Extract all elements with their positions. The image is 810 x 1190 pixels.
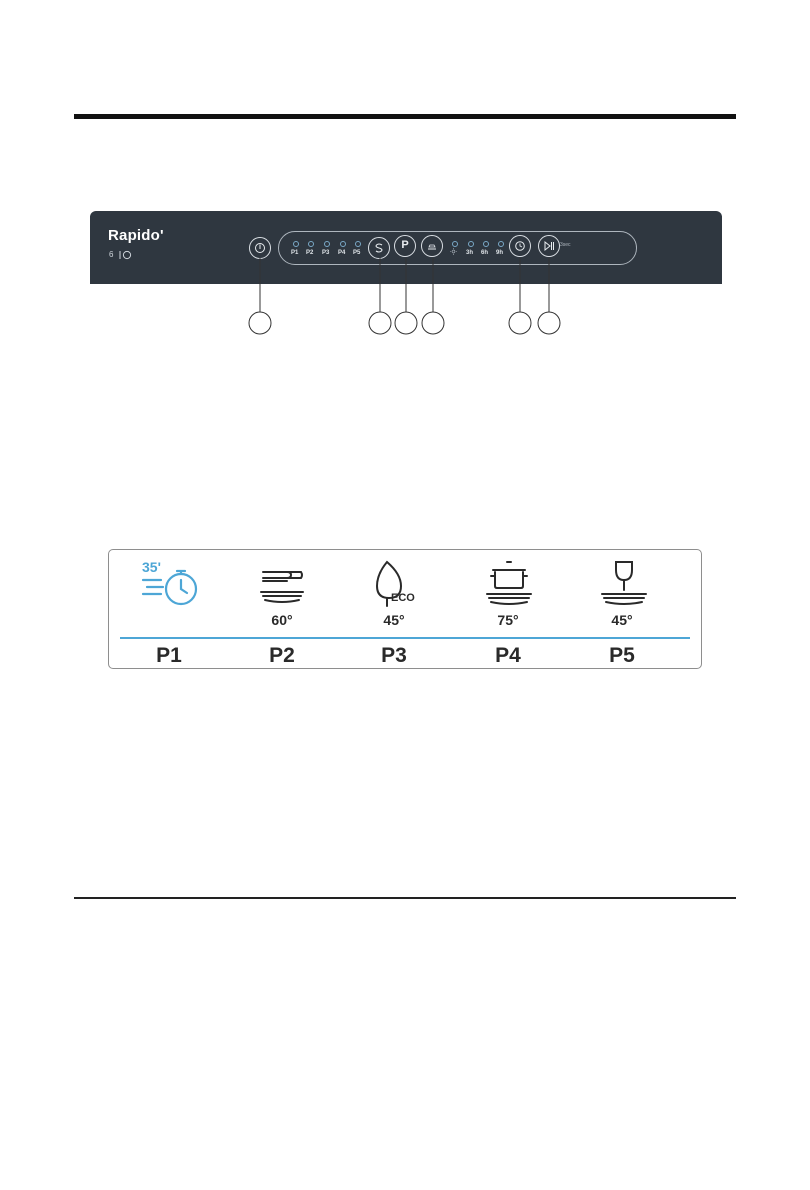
program-name-p4: P4 [495,644,521,667]
glass-plates-icon [598,558,650,610]
led-label-p3: P3 [322,250,330,256]
callout-4 [422,312,444,334]
led-label-6h: 6h [481,250,489,256]
program-temp-p5: 45° [611,612,633,628]
led-label-p5: P5 [353,250,361,256]
program-name-p5: P5 [609,644,635,667]
callout-lines [0,0,810,360]
program-table [108,549,702,669]
led-label-p1: P1 [291,250,299,256]
led-label-p4: P4 [338,250,346,256]
callout-3 [395,312,417,334]
start-pause-hint: 3sec [560,242,571,248]
cutlery-plates-icon [257,558,307,610]
led-label-p2: P2 [306,250,314,256]
callout-5 [509,312,531,334]
callout-2 [369,312,391,334]
pot-plates-icon [483,558,535,610]
callout-1 [249,312,271,334]
program-name-p3: P3 [381,644,407,667]
callout-6 [538,312,560,334]
capacity-number: 6 [109,250,114,260]
program-name-p2: P2 [269,644,295,667]
p1-duration: 35' [142,559,161,575]
program-name-p1: P1 [156,644,182,667]
program-temp-p3: 45° [383,612,405,628]
led-label-9h: 9h [496,250,504,256]
program-temp-p4: 75° [497,612,519,628]
rapid-clock-icon [141,558,203,610]
footer-rule [74,897,736,899]
eco-label: ECO [391,592,415,604]
program-temp-p2: 60° [271,612,293,628]
program-button[interactable]: P [394,235,416,257]
brand-name: Rapido' [108,227,164,244]
led-label-3h: 3h [466,250,474,256]
program-divider [120,637,690,639]
